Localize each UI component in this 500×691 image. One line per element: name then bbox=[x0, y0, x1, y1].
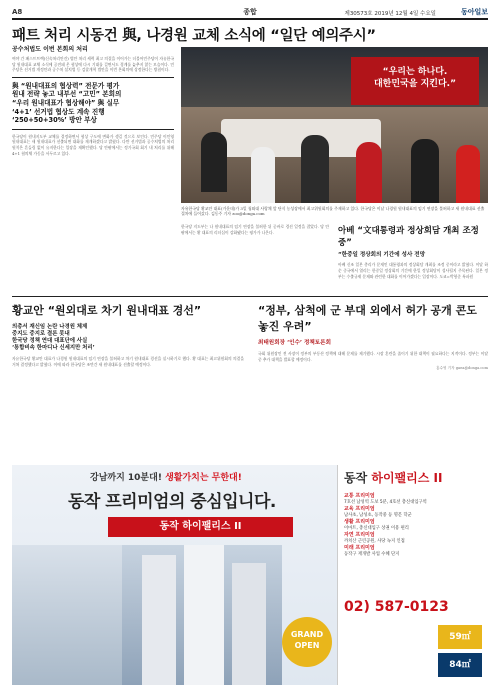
lead-body3: 한국당 지도부는 나 원내대표의 임기 연장을 불허한 뒤 곧바로 경선 일정을 잡았다. 당 안팎에서는 황 대표의 리더십이 강화됐다는 평가가 나온다. bbox=[181, 224, 329, 235]
city-backdrop bbox=[12, 545, 122, 685]
policy-headline: “정부, 삼척에 군 부대 외에서 허가 공개 콘도 놓진 우려” bbox=[258, 304, 477, 333]
ad-brand: 동작 하이팰리스 II bbox=[108, 517, 293, 537]
lead-headline: 패트 처리 시동건 與, 나경원 교체 소식에 “일단 예의주시” bbox=[12, 28, 376, 44]
hwang-article bbox=[12, 302, 244, 367]
photo-banner-line1: “우리는 하나다. bbox=[382, 67, 448, 77]
lead-photo bbox=[181, 47, 488, 203]
hwang-sub: 의총서 재신임 논란 나경원 체제 중지도 중지로 결론 못내 한국당 정책 연대 대표단에 사실 ‘통합비속 한마디나 신세지만 처리’ bbox=[12, 324, 95, 352]
page-number: A8 bbox=[12, 8, 23, 16]
hwang-headline: 황교안 “원외대로 차기 원내대표 경선” bbox=[12, 304, 202, 317]
policy-body: 국회 위원장인 전 사장이 정부의 부동산 정책에 대해 문제를 제기했다. 시장 혼란을 줄이기 위한 대책이 필요하다는 지적이다. 정부는 이달 중 추가 대책을 발표할 예정이다. bbox=[258, 351, 488, 362]
lead-sub2: 與 “원내대표의 협상력” 전문가 평가 원내 전략 놓고 내부선 “고민” 본회의 “우리 원내대표가 협상해야” 與 실무 ‘4+1’ 선거법 협상도 계속 진행 ‘250+50+30%’ 방안 부상 bbox=[12, 81, 122, 125]
ad-info-panel bbox=[337, 465, 488, 685]
ad-tagline-pre: 강남까지 10분대! bbox=[90, 473, 166, 483]
newspaper-logo: 동아일보 bbox=[460, 8, 488, 16]
ad-tagline bbox=[90, 470, 242, 483]
abe-body: 아베 신조 일본 총리가 문재인 대통령과의 정상회담 개최를 조정 중이라고 밝혔다. 이달 하순 중국에서 열리는 한중일 정상회의 기간에 한일 정상회담이 성사될지 주목된다. 일본 정부는 수출규제 문제와 관련한 대화를 이어가겠다는 입장이다. 도쿄=박형준 특파원 bbox=[338, 262, 488, 279]
continued-article bbox=[181, 224, 329, 235]
grand-open-badge: GRAND OPEN bbox=[282, 617, 332, 667]
apartment-ad[interactable] bbox=[12, 465, 488, 685]
feature-item: 생활 프리미엄 이마트, 총신대입구 상권 이용 편리 bbox=[344, 519, 409, 531]
policy-byline: 홍수영 기자 gaea@donga.com bbox=[436, 365, 488, 370]
policy-article bbox=[258, 302, 488, 371]
issue-meta: 제30573호 2019년 12월 4일 수요일 bbox=[344, 11, 436, 17]
photo-caption: 자유한국당 황교안 대표(가운데)가 3일 청와대 사랑채 앞 단식 농성장에서 최고위원회의를 주재하고 있다. 한국당은 이날 나경원 원내대표의 임기 연장을 불허하고 새 원내대표 선출 절차에 들어갔다. 김동주 기자 zoo@donga.com bbox=[181, 206, 485, 217]
abe-sub: “한중일 정상회의 기간에 성사 전망 bbox=[338, 252, 426, 258]
feature-item: 교통 프리미엄 7호선 남성역 도보 5분, 4호선 총신대입구역 bbox=[344, 493, 427, 505]
hwang-body: 자유한국당 황교안 대표가 나경원 원내대표의 임기 연장을 불허하고 차기 원내대표 경선을 실시하기로 했다. 황 대표는 최고위원회의 의결을 거쳐 결정했다고 밝혔다. 이에 따라 한국당은 조만간 새 원내대표를 선출할 예정이다. bbox=[12, 356, 244, 367]
photo-banner-line2: 대한민국을 지킨다.” bbox=[373, 79, 457, 89]
lead-sub1: 공수처법도 이번 본회의 처리 bbox=[12, 46, 88, 53]
feature-item: 자연 프리미엄 까치산 근린공원, 사당 녹지 인접 bbox=[344, 532, 405, 544]
unit-size-59: 59㎡ bbox=[438, 625, 482, 649]
policy-sub: 최태원회장 ‘인수’ 정책토론회 bbox=[258, 340, 331, 346]
unit-size-84: 84㎡ bbox=[438, 653, 482, 677]
abe-article bbox=[338, 224, 488, 279]
lead-body1: 여야 간 패스트트랙(신속처리안건) 법안 처리 세력 최고 의결을 이어가는 더불어민주당이 자유한국당 원내대표 교체 소식에 공전돼 온 협상에 다시 기대를 걸면서도 경계를 늦추지 않는 모습이다. 민주당은 선거법 개정안과 공수처 설치법 등 검찰개혁 법안을 이번 본회의에 상정한다는 방침이다. bbox=[12, 55, 174, 73]
ad-headline: 동작 프리미엄의 중심입니다. bbox=[68, 492, 276, 512]
page-header bbox=[12, 6, 488, 20]
lead-article bbox=[12, 46, 174, 157]
building-image bbox=[122, 545, 282, 685]
feature-item: 미래 프리미엄 동작구 재개발 사업 수혜 단지 bbox=[344, 545, 400, 557]
lead-body2: 한국당이 원내지도부 교체를 결정하면서 협상 구도에 변화가 생길 것으로 보인다. 민주당 이인영 원내대표는 새 원내대표가 선출되면 대화를 재개하겠다고 밝혔다. 다만 선거법과 공수처법의 처리 원칙은 흔들림 없이 유지한다는 입장을 재확인했다. 당 안팎에서는 정기국회 회기 내 처리를 위해 4+1 협의체 가동을 서두르고 있다. bbox=[12, 133, 174, 156]
section-label: 종합 bbox=[243, 8, 257, 16]
ad-tagline-highlight: 생활가치는 무한대! bbox=[165, 473, 242, 483]
contact-phone[interactable]: 02) 587-0123 bbox=[344, 599, 449, 615]
panel-title: 동작 하이팰리스 II bbox=[344, 471, 443, 485]
abe-headline: 아베 “文대통령과 정상회담 개최 조정중” bbox=[338, 226, 479, 248]
feature-item: 교육 프리미엄 남사초, 남성초, 동작중 등 명문 학군 bbox=[344, 506, 412, 518]
feature-list bbox=[344, 493, 484, 558]
